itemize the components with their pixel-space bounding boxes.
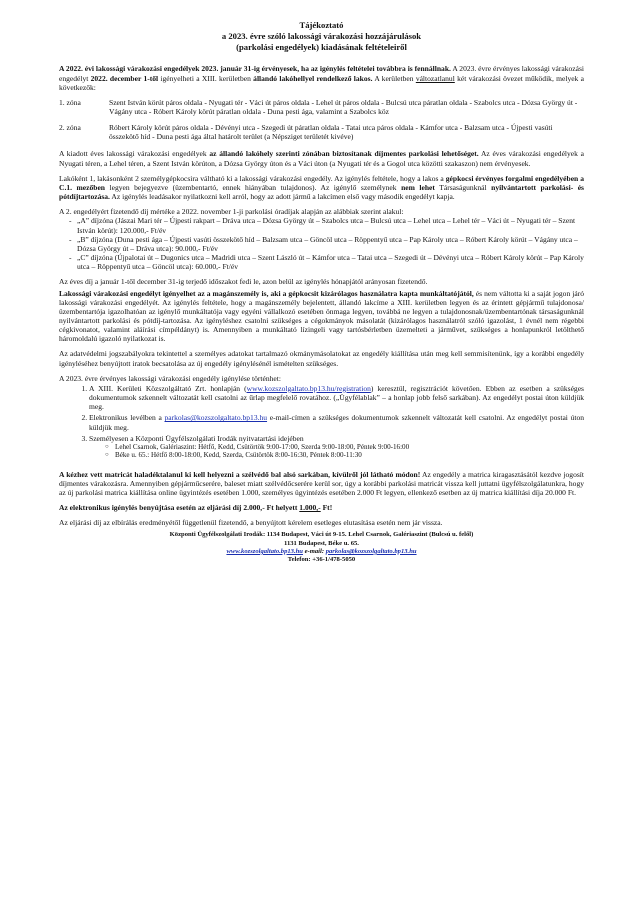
zone-description: Szent István körút páros oldala - Nyugati tér - Váci út páros oldala - Lehel út páros oldala - Bulcsú utca páratlan oldala - Szabolcs utca - Dózsa György út - Vágány utca - Róbert Károly körút páratlan oldala - Duna pesti ága, valamint a Szabolcs köz bbox=[109, 97, 578, 117]
footer-website-link[interactable]: www.kozszolgaltato.bp13.hu bbox=[226, 547, 303, 555]
zone-list bbox=[59, 98, 584, 142]
fee-item-a: - „A” díjzóna (Jászai Mari tér – Újpesti rakpart – Dráva utca – Dózsa György út – Szabolcs utca – Bulcsú utca – Lehel utca – Lehel tér – Váci út – Nyugati tér – Szent István körút): 120.000,- Ft/év bbox=[69, 216, 584, 234]
online-text-2: ) keresztül, regisztrációt követően. Ebben az esetben a szükséges dokumentumok szkennelt változatát kell csatolni az űrlap megfelelő rovatához. („Ügyfélablak” – a honlap jobb felső sarkában). Az engedélyt postai úton küldjük meg. bbox=[89, 383, 584, 412]
fee-item-b: - „B” díjzóna (Duna pesti ága – Újpesti vasúti összekötő híd – Balzsam utca – Göncöl utca – Röppentyű utca – Pap Károly utca – Róbert Károly körút – Vágány utca – Dózsa György út – Dráva utca): 90.000,- Ft/év bbox=[69, 235, 584, 253]
intro-bold-1: A 2022. évi lakossági várakozási engedélyek 2023. január 31-ig érvényesek, ha az igénylés feltételei továbbra is fennállnak. bbox=[59, 64, 451, 74]
zone-item bbox=[59, 98, 584, 116]
intro-bold-2: 2022. december 1-től bbox=[90, 73, 159, 83]
eligibility-bold-3: nyilvántartott parkolási- és pótdíjtartozása. bbox=[59, 182, 584, 202]
eligibility-text-3: Társaságunknál bbox=[434, 182, 492, 192]
employer-car-paragraph bbox=[59, 289, 584, 344]
title-line-2: a 2023. évre szóló lakossági várakozási hozzájárulások bbox=[221, 30, 422, 41]
title-line-1: Tájékoztató bbox=[299, 20, 344, 30]
online-text-1: A XIII. Kerületi Közszolgáltató Zrt. honlapján ( bbox=[89, 383, 247, 393]
intro-text-3: A kerületben bbox=[372, 73, 416, 83]
electronic-fee-amount: 1.000,- bbox=[299, 503, 321, 513]
validity-bold: az állandó lakóhely szerinti zónában biztosítanak díjmentes parkolási lehetőséget. bbox=[209, 149, 479, 159]
eligibility-text-1: Lakóként 1, lakásonként 2 személygépkocsira váltható ki a lakossági várakozási engedély. Az igénylés feltétele, hogy a lakos a bbox=[59, 173, 446, 183]
procedure-fee-paragraph: Az eljárási díj az elbírálás eredményétől függetlenül fizetendő, a benyújtott kérelem esetleges elutasítása esetén nem jár vissza. bbox=[59, 518, 443, 528]
eligibility-bold-2: nem lehet bbox=[401, 182, 435, 192]
parking-email-link[interactable]: parkolas@kozszolgaltato.bp13.hu bbox=[164, 413, 268, 423]
registration-link[interactable]: www.kozszolgaltato.bp13.hu/registration bbox=[246, 383, 371, 393]
fee-intro: A 2. engedélyért fizetendő díj mértéke a 2022. november 1-ji parkolási óradíjak alapján az alábbiak szerint alakul: bbox=[59, 207, 404, 217]
intro-text-2: igényelheti a XIII. kerületben bbox=[158, 73, 254, 83]
office-hours-beke: ○ Béke u. 65.: Hétfő 8:00-18:00, Kedd, Szerda, Csütörtök 8:00-16:30, Péntek 8:00-11:30 bbox=[107, 451, 584, 459]
eligibility-text-4: Az igénylés leadásakor nyilatkozni kell arról, hogy az adott jármű a lakcímen első vagy második engedélyt kapja. bbox=[109, 192, 455, 202]
eligibility-text-2: legyen bejegyezve (üzembentartó, ennek hiányában tulajdonos). Az igénylő személynek bbox=[105, 182, 402, 192]
footer-email-label: e-mail: bbox=[302, 547, 326, 555]
validity-text-2: Az éves várakozási engedélyek a Nyugati téren, a Lehel téren, a Szent István körúton, a Dózsa György úton és a Váci úton (a Nyugati tér és a Gogol utca közötti szakaszon) nem érvényesek. bbox=[59, 149, 584, 168]
application-method-in-person bbox=[89, 434, 584, 460]
intro-bold-3: állandó lakóhellyel rendelkező lakos. bbox=[253, 73, 373, 83]
fee-item-c: - „C” díjzóna (Újpalotai út – Dugonics utca – Madridi utca – Szent László út – Kámfor utca – Tatai utca – Szegedi út – Dévényi utca – Róbert Károly körút – Pap Károly utca – Röppentyű utca – Göncöl utca): 60.000,- Ft/év bbox=[69, 253, 584, 271]
application-method-email bbox=[89, 413, 584, 431]
application-intro: A 2023. évre érvényes lakossági várakozási engedély igénylése történhet: bbox=[59, 373, 281, 383]
zone-label: 1. zóna bbox=[59, 97, 81, 107]
validity-paragraph bbox=[59, 149, 584, 167]
eligibility-paragraph bbox=[59, 174, 584, 201]
application-method-online bbox=[89, 384, 584, 411]
eligibility-bold-1: gépkocsi érvényes forgalmi engedélyében a C.1. mezőben bbox=[59, 173, 584, 192]
footer-address: 1131 Budapest, Béke u. 65. bbox=[284, 539, 359, 547]
electronic-fee-text-1: Az elektronikus igénylés benyújtása esetén az eljárási díj 2.000,- Ft helyett bbox=[59, 503, 300, 513]
email-text-1: Elektronikus levélben a bbox=[89, 413, 165, 423]
in-person-text: Személyesen a Központi Ügyfélszolgálati Irodák nyitvatartási idejében bbox=[89, 433, 304, 443]
footer-phone: Telefon: +36-1/478-5050 bbox=[287, 556, 356, 564]
title-line-3: (parkolási engedélyek) kiadásának feltételeiről bbox=[236, 41, 407, 52]
sticker-text: Az engedély a matrica kiragasztásától kezdve jogosít díjmentes várakozásra. Amennyiben gépjárműcserére, baleset miatt szélvédőcserére kerül sor, úgy a korábbi parkolási matricát vissza kell juttatni ügyfélszolgálatunkra, hogy az új parkolási matrica kiállítása online ügyintézés esetében 1.000, személyes ügyintézés esetében 2.000 Ft legyen, ellenkező esetben az új matrica kiállítási díja 20.000 Ft. bbox=[59, 469, 584, 497]
document-title bbox=[59, 20, 584, 52]
office-hours-lehel: ○ Lehel Csarnok, Galériaszint: Hétfő, Kedd, Csütörtök 9:00-17:00, Szerda 9:00-18:00, Péntek 9:00-16:00 bbox=[107, 443, 584, 451]
document-page bbox=[59, 20, 584, 564]
intro-paragraph bbox=[59, 64, 584, 91]
email-text-2: e-mail-címen a szükséges dokumentumok szkennelt változatát kell csatolni. Az engedélyt postai úton küldjük meg. bbox=[89, 413, 584, 432]
footer-contacts bbox=[59, 548, 584, 556]
sticker-bold: A kézhez vett matricát haladéktalanul ki kell helyezni a szélvédő bal alsó sarkában, kívülről jól látható módon! bbox=[59, 469, 421, 479]
zone-description: Róbert Károly körút páros oldala - Dévényi utca - Szegedi út páratlan oldala - Tatai utca páros oldala - Kámfor utca - Balzsam utca - Újpesti vasúti összekötő híd - Duna pesti ága által határolt terület (a Népsziget területét kivéve) bbox=[109, 123, 553, 142]
application-methods-list bbox=[59, 384, 584, 460]
intro-underline: változatlanul bbox=[415, 73, 455, 83]
employer-car-text: és nem váltotta ki a saját jogon járó lakossági várakozási engedélyét. Az igénylés feltétele, hogy a magánszemély bejelentett, állandó lakcíme a XIII. kerületben legyen és az érintett gépjármű tulajdonosa/üzembentartója igazolhatóan az igénylő munkáltatója vagy egyéni vállalkozó esetében önmaga legyen, továbbá ne legyen a tulajdonosnak/üzembentartónak társaságunknál nyilvántartott parkolási és pótdíj-tartozása. Az igényléshez csatolni szükséges a cégokmányok másolatát (kizárólagos használatról szóló igazolást, 1 évnél nem régebbi cégkivonatot, valamint aláírási címpéldányt) is. Amennyiben a munkáltató lízingeli vagy tartósbérletben üzemelteti a járművet, szükséges a honlapunkról letölthető háromoldalú igazoló nyilatkozat is. bbox=[59, 288, 585, 344]
footer-email-link[interactable]: parkolas@kozszolgaltato.bp13.hu bbox=[325, 547, 417, 555]
footer bbox=[59, 531, 584, 564]
intro-text-1: A 2023. évre érvényes lakossági várakozási engedélyt bbox=[59, 64, 584, 83]
electronic-fee-paragraph bbox=[59, 503, 584, 512]
intro-text-4: két várakozási övezet működik, melyek a következők: bbox=[59, 73, 584, 92]
footer-offices: Központi Ügyfélszolgálati Irodák: 1134 Budapest, Váci út 9-15. Lehel Csarnok, Galériaszint (Bulcsú u. felől) bbox=[169, 531, 474, 539]
office-hours-list bbox=[107, 443, 584, 460]
zone-label: 2. zóna bbox=[59, 123, 81, 133]
validity-text-1: A kiadott éves lakossági várakozási engedélyek bbox=[59, 149, 210, 159]
annual-fee-paragraph: Az éves díj a január 1-től december 31-ig terjedő időszakot fedi le, azon belül az igénylés hónapjától arányosan fizetendő. bbox=[59, 277, 428, 287]
sticker-paragraph bbox=[59, 470, 584, 497]
data-protection-paragraph: Az adatvédelmi jogszabályokra tekintettel a személyes adatokat tartalmazó okmánymásolatokat az engedély kiállítása után meg kell semmisítenünk, így a korábbi engedély igényléséhez benyújtott iratok becsatolása az új engedély igénylésénél ismételten szükséges. bbox=[59, 349, 584, 368]
zone-item bbox=[59, 123, 584, 141]
employer-car-bold: Lakossági várakozási engedélyt igényelhet az a magánszemély is, aki a gépkocsit kizárólagos használatra kapta munkáltatójától, bbox=[59, 288, 474, 298]
fee-list bbox=[69, 216, 584, 271]
electronic-fee-text-2: Ft! bbox=[320, 503, 333, 513]
